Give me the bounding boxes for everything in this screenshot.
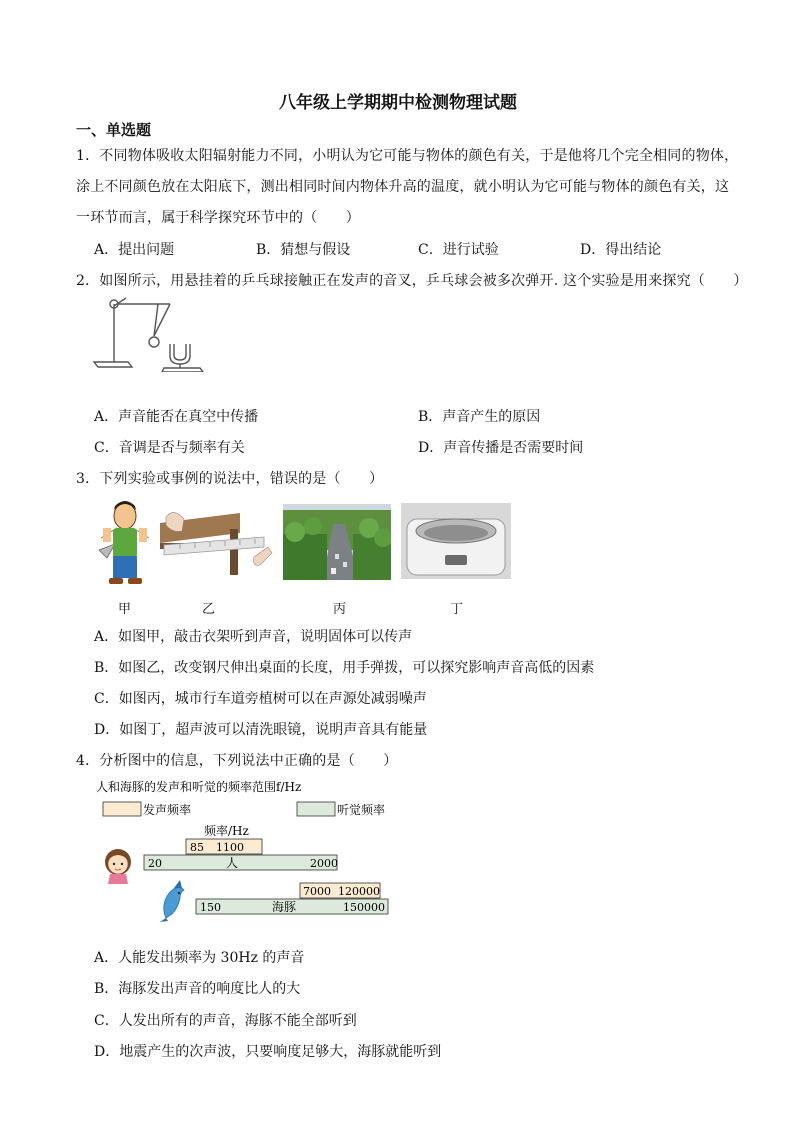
q2-option-c[interactable]: C．音调是否与频率有关: [94, 440, 245, 456]
q1-option-c[interactable]: C．进行试验: [418, 242, 499, 258]
frequency-range-figure: [88, 776, 408, 922]
figure-yi-ruler-image: [160, 503, 275, 578]
legend-emit-swatch: [103, 802, 141, 816]
axis-label: 频率/Hz: [204, 824, 249, 838]
q1-option-d[interactable]: D．得出结论: [580, 242, 662, 258]
q2-option-a[interactable]: A．声音能否在真空中传播: [94, 409, 259, 425]
q4-option-c[interactable]: C．人发出所有的声音，海豚不能全部听到: [94, 1013, 357, 1029]
human-hear-low: 20: [148, 857, 162, 870]
q2-option-b[interactable]: B．声音产生的原因: [418, 409, 541, 425]
legend-hear-swatch: [297, 802, 335, 816]
q4-option-b[interactable]: B．海豚发出声音的响度比人的大: [94, 981, 301, 997]
human-label: 人: [226, 856, 239, 870]
q4-option-a[interactable]: A．人能发出频率为 30Hz 的声音: [94, 950, 305, 966]
dolphin-icon: [160, 880, 184, 922]
dolphin-emit-low: 7000: [303, 885, 331, 898]
q2-option-d[interactable]: D．声音传播是否需要时间: [418, 440, 584, 456]
q3-option-d[interactable]: D．如图丁，超声波可以清洗眼镜，说明声音具有能量: [94, 722, 428, 738]
q3-option-b[interactable]: B．如图乙，改变钢尺伸出桌面的长度，用手弹拨，可以探究影响声音高低的因素: [94, 660, 595, 676]
legend-hear-label: 听觉频率: [337, 803, 386, 817]
q4-option-d[interactable]: D．地震产生的次声波，只要响度足够大，海豚就能听到: [94, 1044, 442, 1060]
legend-emit-label: 发声频率: [143, 803, 192, 817]
figure-ding-ultrasonic-cleaner-image: [401, 503, 511, 579]
q3-option-c[interactable]: C．如图丙，城市行车道旁植树可以在声源处减弱噪声: [94, 691, 427, 707]
dolphin-hear-low: 150: [200, 901, 221, 914]
figure-caption: 人和海豚的发声和听觉的频率范围f/Hz: [96, 780, 302, 794]
human-emit-high: 1100: [216, 841, 244, 854]
dolphin-hear-high: 150000: [343, 901, 385, 914]
tuning-fork-pingpong-figure: [88, 292, 208, 372]
human-hear-bar: [144, 855, 337, 870]
dolphin-emit-high: 120000: [338, 885, 380, 898]
q3-stem: 3．下列实验或事例的说法中，错误的是（ ）: [76, 471, 384, 487]
figure-jia-hanger-image: [95, 498, 155, 588]
q1-option-b[interactable]: B．猜想与假设: [256, 242, 351, 258]
q3-option-a[interactable]: A．如图甲，敲击衣架听到声音，说明固体可以传声: [94, 629, 413, 645]
human-hear-high: 2000: [310, 857, 338, 870]
page-title: 八年级上学期期中检测物理试题: [279, 93, 517, 113]
caption-jia: 甲: [118, 602, 132, 617]
q1-stem-line-2: 涂上不同颜色放在太阳底下，测出相同时间内物体升高的温度，就小明认为它可能与物体的颜色有关，这: [76, 179, 730, 195]
section-heading: 一、单选题: [76, 121, 152, 139]
q1-option-a[interactable]: A．提出问题: [94, 242, 175, 258]
girl-icon: [105, 849, 131, 884]
q4-stem: 4．分析图中的信息，下列说法中正确的是（ ）: [76, 753, 398, 769]
human-emit-low: 85: [190, 841, 204, 854]
caption-ding: 丁: [450, 602, 464, 617]
figure-bing-street-image: [283, 504, 391, 580]
q1-stem-line-1: 1．不同物体吸收太阳辐射能力不同，小明认为它可能与物体的颜色有关，于是他将几个完全相同的物体，: [76, 148, 739, 164]
q1-stem-line-3: 一环节而言，属于科学探究环节中的（ ）: [76, 210, 360, 226]
caption-bing: 丙: [333, 602, 347, 617]
dolphin-label: 海豚: [272, 900, 297, 914]
q2-stem: 2．如图所示，用悬挂着的乒乓球接触正在发声的音叉，乒乓球会被多次弹开. 这个实验是用来探究（ ）: [76, 273, 748, 289]
caption-yi: 乙: [202, 602, 216, 617]
